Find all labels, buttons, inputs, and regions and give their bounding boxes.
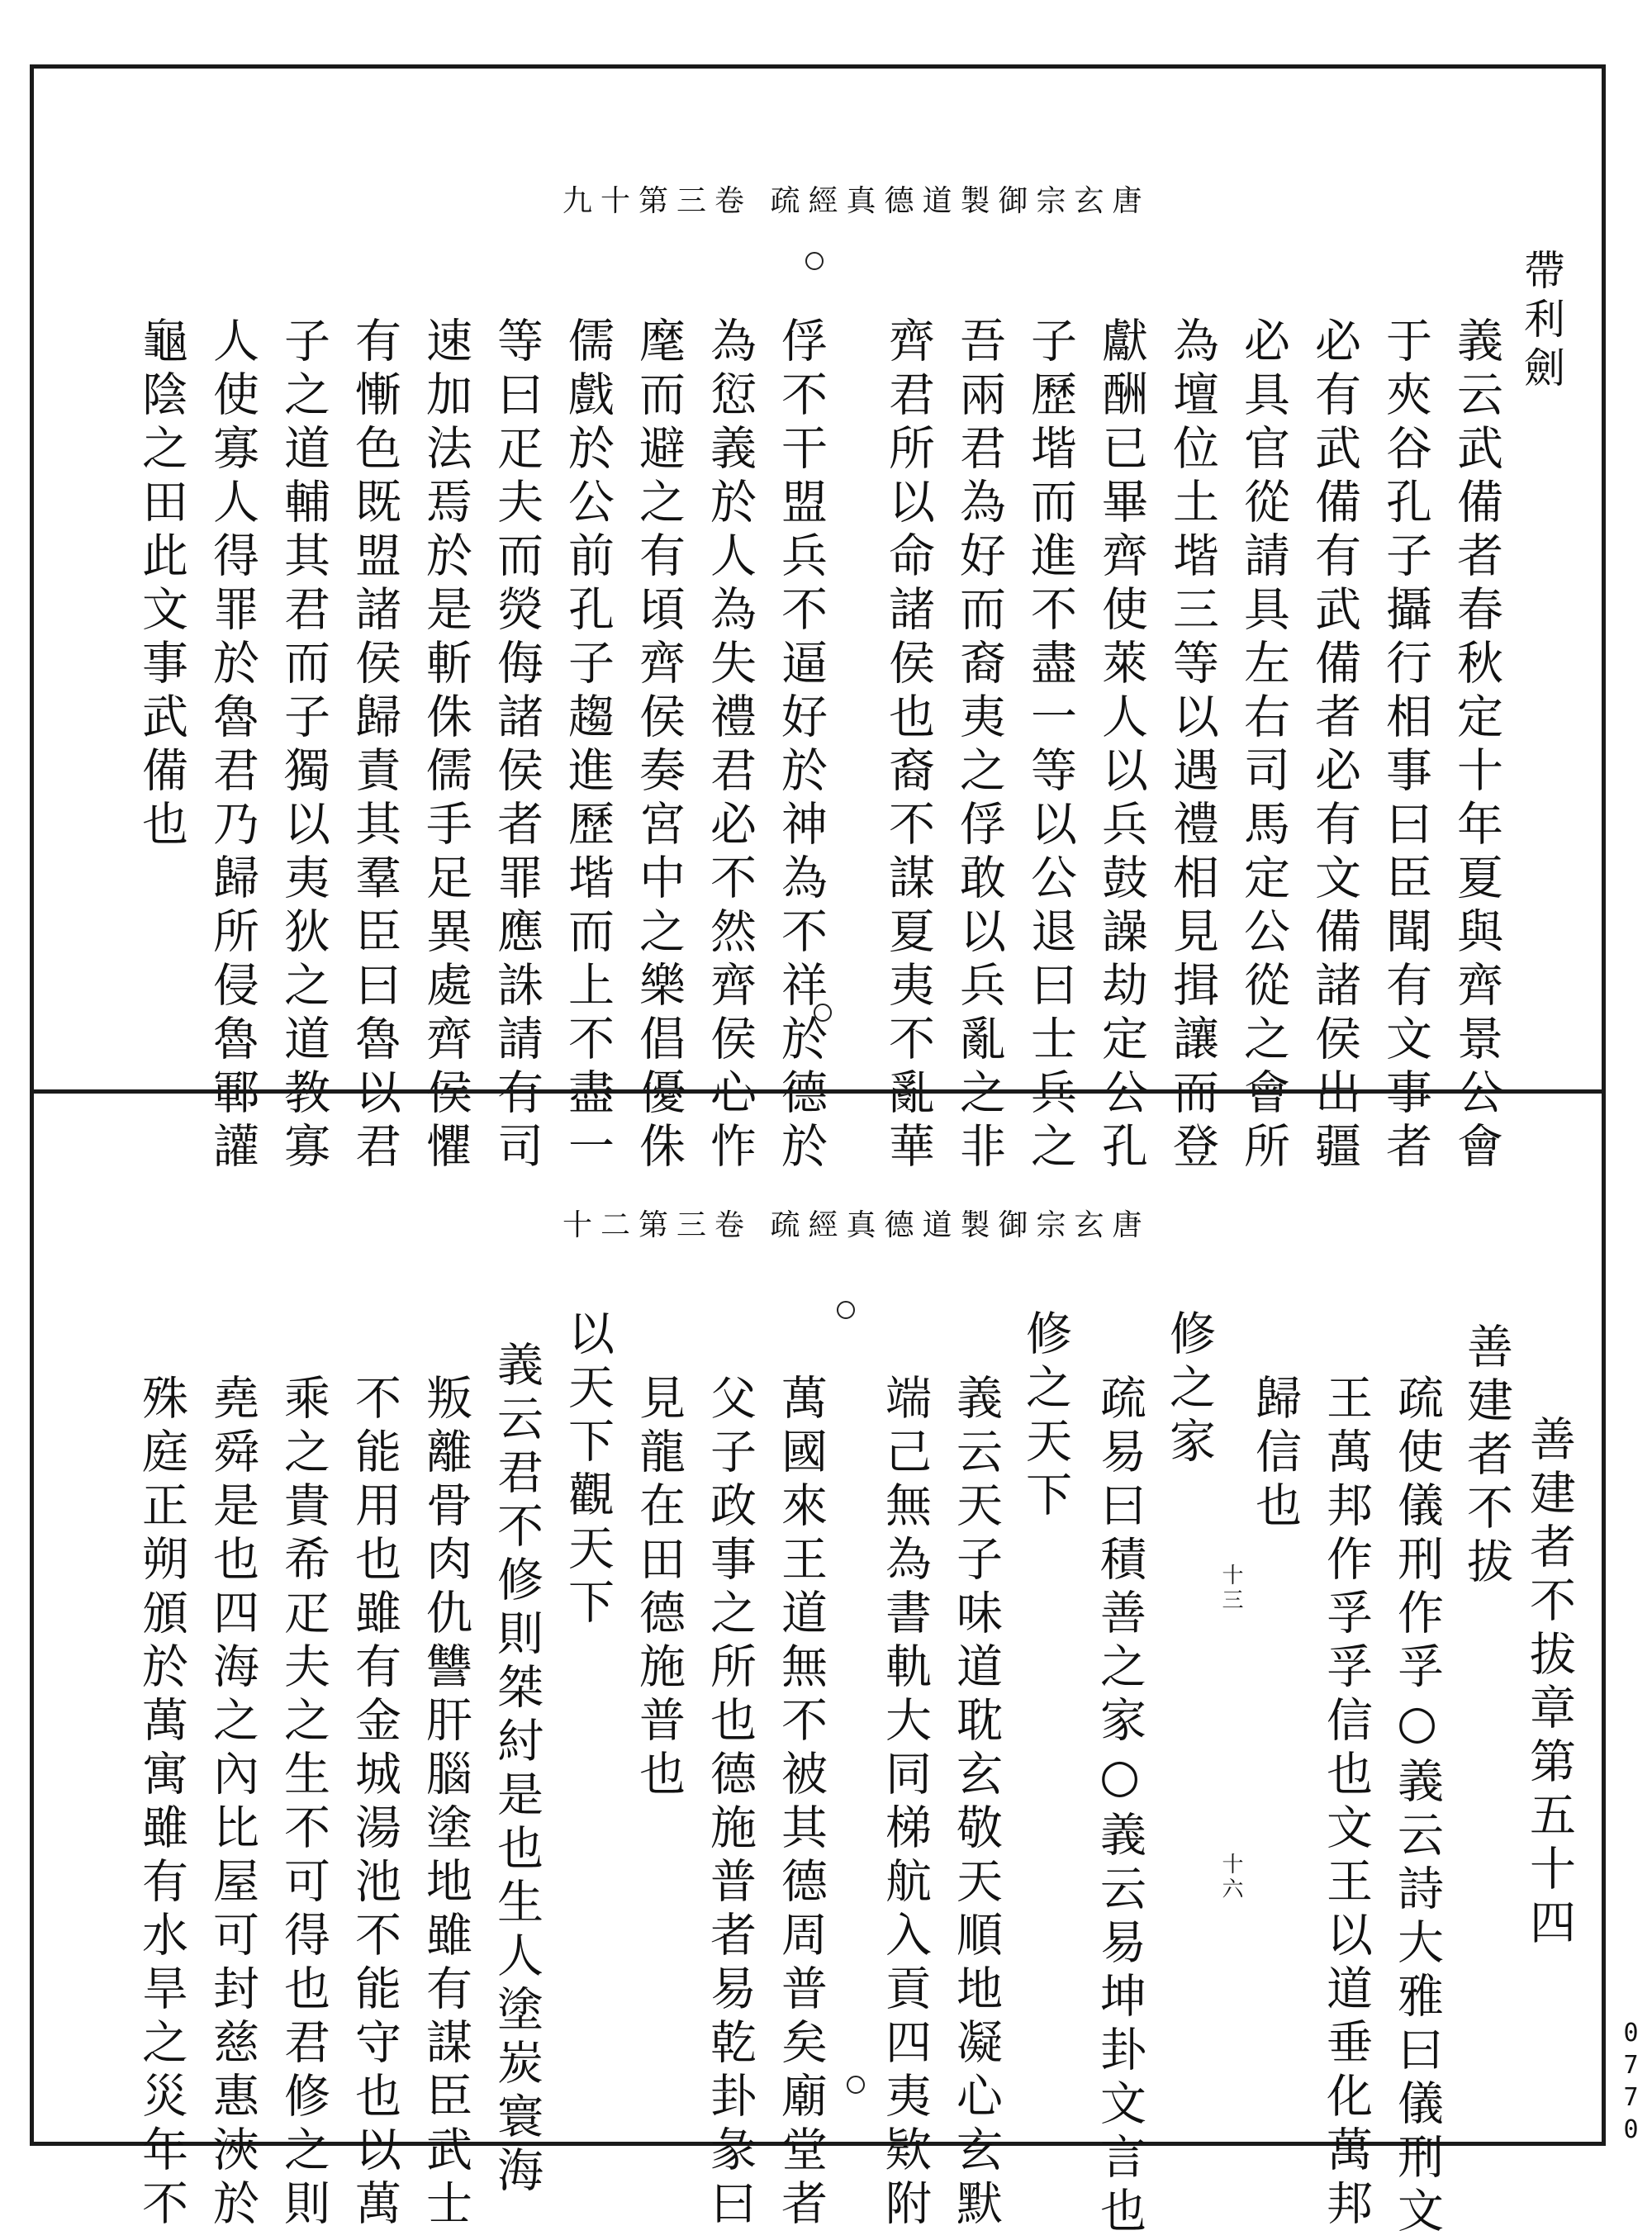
top-column-2: 義云武備者春秋定十年夏與齊景公會 (1450, 316, 1503, 1175)
chapter-title: 善建者不拔章第五十四 (1522, 1415, 1576, 1952)
bottom-column-8: 修之天下 (1018, 1309, 1072, 1524)
bottom-column-17: 不能用也雖有金城湯池不能守也以萬 (348, 1374, 401, 2233)
top-column-7: 獻酬已畢齊使萊人以兵鼓譟劫定公孔 (1094, 316, 1148, 1175)
top-column-17: 有慚色既盟諸侯歸責其羣臣曰魯以君 (348, 316, 401, 1175)
punctuation-circle (814, 1004, 832, 1022)
bottom-column-9: 義云天子味道耽玄敬天順地凝心玄默 (949, 1374, 1003, 2233)
top-column-1: 帶利劍 (1517, 249, 1565, 395)
bottom-column-18: 乘之貴希疋夫之生不可得也君修之則 (277, 1374, 330, 2233)
bottom-page-header: 唐玄宗御製道德真經疏 卷三第二十 (563, 1208, 1151, 1242)
page-frame (30, 64, 1606, 2240)
line-number-16: 十六 (1218, 1853, 1243, 1902)
top-panel (34, 69, 1602, 1175)
bottom-column-12: 父子政事之所也德施普者易乾卦彖曰 (703, 1374, 757, 2233)
page-number: 0770 (1616, 2019, 1645, 2147)
top-column-3: 于夾谷孔子攝行相事曰臣聞有文事者 (1379, 316, 1432, 1175)
top-column-12: 為愆義於人為失禮君必不然齊侯心怍 (703, 316, 757, 1175)
top-column-19: 人使寡人得罪於魯君乃歸所侵魯鄆讙 (206, 316, 259, 1175)
bottom-column-20: 殊庭正朔頒於萬寓雖有水旱之災年不 (135, 1374, 188, 2233)
bottom-column-7: 疏易曰積善之家○義云易坤卦文言也 (1093, 1374, 1146, 2240)
top-column-10: 齊君所以命諸侯也裔不謀夏夷不亂華 (881, 316, 935, 1175)
bottom-column-19: 堯舜是也四海之內比屋可封慈惠浹於 (206, 1374, 259, 2233)
top-column-8: 子歷堦而進不盡一等以公退曰士兵之 (1023, 316, 1077, 1175)
bottom-column-3: 疏使儀刑作孚○義云詩大雅曰儀刑文 (1390, 1374, 1444, 2240)
bottom-column-13: 見龍在田德施普也 (632, 1374, 686, 1803)
top-column-20: 龜陰之田此文事武備也 (135, 316, 188, 853)
top-column-15: 等曰疋夫而熒侮諸侯者罪應誅請有司 (490, 316, 544, 1175)
bottom-column-16: 叛離骨肉仇讐肝腦塗地雖有謀臣武士 (419, 1374, 472, 2233)
punctuation-circle (847, 2076, 865, 2094)
top-page-header: 唐玄宗御製道德真經疏 卷三第十九 (563, 184, 1151, 218)
line-number-13: 十三 (1218, 1564, 1243, 1613)
bottom-column-2: 善建者不拔 (1460, 1322, 1513, 1591)
bottom-column-14: 以天下觀天下 (561, 1309, 615, 1631)
bottom-panel (34, 1093, 1602, 2240)
punctuation-circle (805, 252, 824, 270)
top-column-14: 儒戲於公前孔子趨進歷堦而上不盡一 (561, 316, 615, 1175)
bottom-column-4: 王萬邦作孚孚信也文王以道垂化萬邦 (1319, 1374, 1373, 2233)
bottom-column-5: 歸信也 (1248, 1374, 1302, 1535)
top-column-4: 必有武備有武備者必有文備諸侯出疆 (1308, 316, 1361, 1175)
punctuation-circle (837, 1301, 855, 1319)
top-column-11: 俘不干盟兵不逼好於神為不祥於德於 (774, 316, 828, 1175)
bottom-column-15: 義云君不修則桀紂是也生人塗炭寰海 (490, 1341, 544, 2200)
top-column-5: 必具官從請具左右司馬定公從之會所 (1237, 316, 1290, 1175)
top-column-16: 速加法焉於是斬侏儒手足異處齊侯懼 (419, 316, 472, 1175)
top-column-6: 為壇位土堦三等以遇禮相見揖讓而登 (1165, 316, 1219, 1175)
top-column-9: 吾兩君為好而裔夷之俘敢以兵亂之非 (952, 316, 1006, 1175)
bottom-column-10: 端己無為書軌大同梯航入貢四夷欵附 (878, 1374, 932, 2233)
top-column-18: 子之道輔其君而子獨以夷狄之道教寡 (277, 316, 330, 1175)
bottom-column-11: 萬國來王道無不被其德周普矣廟堂者 (774, 1374, 828, 2233)
top-column-13: 麾而避之有頃齊侯奏宮中之樂倡優侏 (632, 316, 686, 1175)
bottom-column-6: 修之家 (1162, 1309, 1216, 1470)
